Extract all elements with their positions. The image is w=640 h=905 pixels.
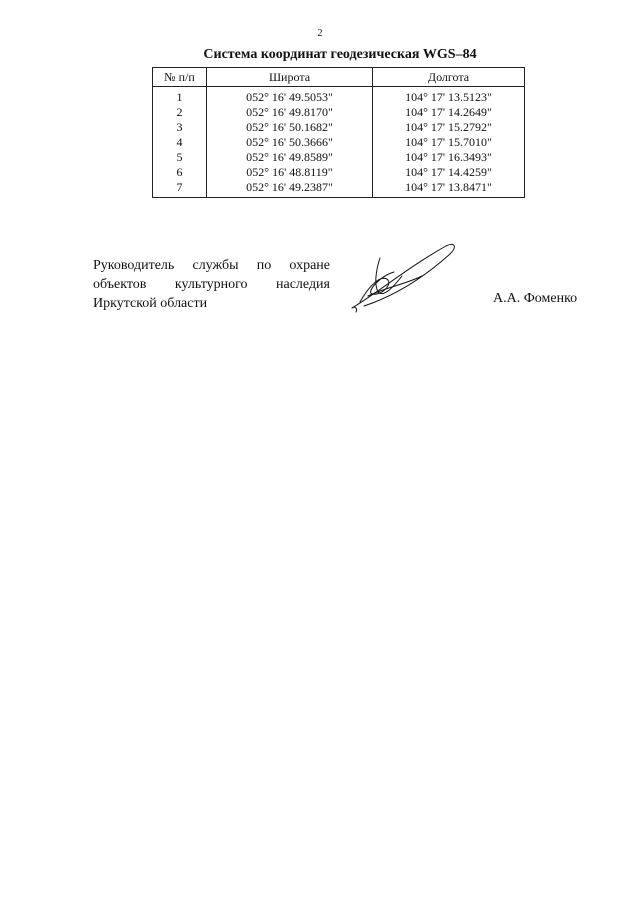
position-line: Руководитель службы по охране	[93, 258, 330, 273]
position-line: объектов культурного наследия	[93, 277, 330, 292]
row-latitude: 052° 16' 48.8119"	[207, 165, 373, 180]
table-row	[153, 135, 525, 150]
signatory-position	[93, 256, 330, 313]
row-longitude: 104° 17' 13.5123"	[373, 87, 525, 106]
table-row	[153, 120, 525, 135]
coordinates-table	[152, 67, 525, 198]
row-latitude: 052° 16' 49.5053"	[207, 87, 373, 106]
row-number: 1	[153, 87, 207, 106]
row-latitude: 052° 16' 49.2387"	[207, 180, 373, 198]
row-number: 6	[153, 165, 207, 180]
row-longitude: 104° 17' 14.2649"	[373, 105, 525, 120]
table-header-row	[153, 68, 525, 87]
table-row	[153, 105, 525, 120]
row-number: 3	[153, 120, 207, 135]
row-longitude: 104° 17' 16.3493"	[373, 150, 525, 165]
table-row	[153, 150, 525, 165]
row-latitude: 052° 16' 50.1682"	[207, 120, 373, 135]
row-number: 4	[153, 135, 207, 150]
table-title: Система координат геодезическая WGS–84	[203, 47, 477, 62]
table-row	[153, 180, 525, 198]
row-longitude: 104° 17' 15.7010"	[373, 135, 525, 150]
handwritten-signature	[350, 236, 460, 316]
row-longitude: 104° 17' 15.2792"	[373, 120, 525, 135]
table-row	[153, 165, 525, 180]
signatory-name: А.А. Фоменко	[493, 291, 578, 306]
table-row	[153, 87, 525, 106]
row-number: 5	[153, 150, 207, 165]
row-number: 7	[153, 180, 207, 198]
row-number: 2	[153, 105, 207, 120]
row-longitude: 104° 17' 14.4259"	[373, 165, 525, 180]
row-latitude: 052° 16' 50.3666"	[207, 135, 373, 150]
header-number: № п/п	[153, 68, 207, 87]
row-latitude: 052° 16' 49.8589"	[207, 150, 373, 165]
header-latitude: Широта	[207, 68, 373, 87]
page-number: 2	[317, 28, 323, 39]
header-longitude: Долгота	[373, 68, 525, 87]
row-longitude: 104° 17' 13.8471"	[373, 180, 525, 198]
row-latitude: 052° 16' 49.8170"	[207, 105, 373, 120]
position-line: Иркутской области	[93, 296, 208, 311]
